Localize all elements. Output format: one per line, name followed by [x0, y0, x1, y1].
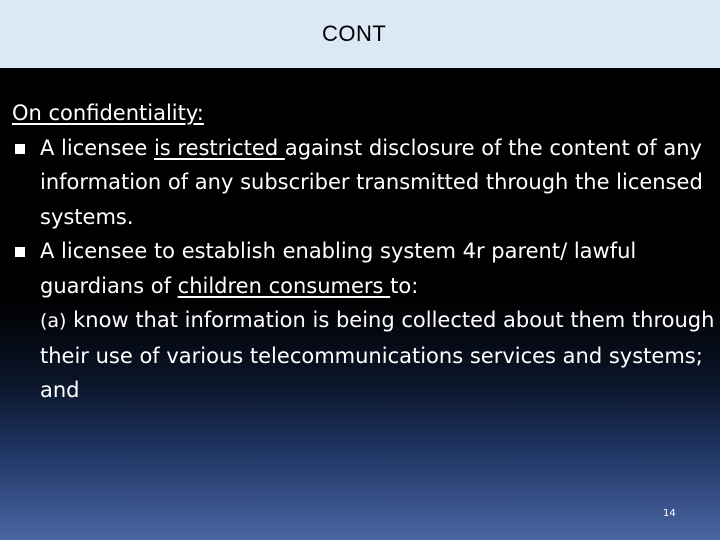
slide-title: CONT [322, 21, 387, 46]
bullet-text-underlined: is restricted [153, 135, 285, 160]
bullet-item-parental-system [12, 234, 717, 408]
sub-item-text: know that information is being collected about them through their use of various telecommunications services and systems; and [40, 308, 715, 402]
bullet-item-restriction [12, 131, 717, 235]
bullet-text-post: to: [390, 273, 419, 298]
sub-item-label: (a) [40, 310, 67, 332]
section-heading: On confidentiality: [12, 101, 204, 125]
square-bullet-icon [15, 247, 25, 257]
bullet-text-underlined: children consumers [177, 273, 391, 298]
bullet-text-pre: A licensee to establish enabling system 4r parent/ lawful guardians of [40, 239, 637, 298]
bullet-text-pre: A licensee [40, 135, 154, 160]
bullet-text-post: against disclosure of the content of any information of any subscriber transmitted through the licensed systems. [40, 135, 703, 229]
page-number: 14 [663, 508, 676, 519]
slide-body [12, 96, 717, 408]
square-bullet-icon [15, 144, 25, 154]
title-bar [0, 0, 720, 68]
